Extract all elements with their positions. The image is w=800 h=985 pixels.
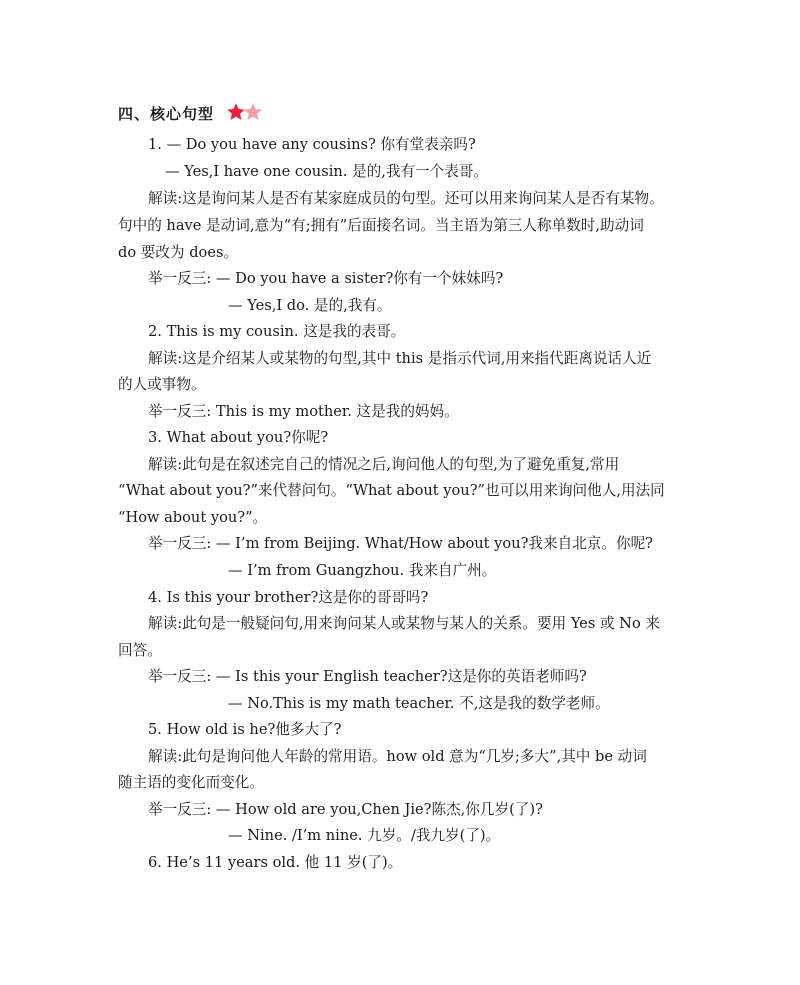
section-title: 四、核心句型 [118, 104, 215, 123]
example-4-question: 举一反三: — Is this your English teacher?这是你的英语老师吗? [148, 668, 587, 685]
explanation-3-line-1: 解读:此句是在叙述完自己的情况之后,询问他人的句型,为了避免重复,常用 [148, 456, 620, 473]
explanation-1-line-1: 解读:这是询问某人是否有某家庭成员的句型。还可以用来询问某人是否有某物。 [148, 190, 664, 207]
example-5-question: 举一反三: — How old are you,Chen Jie?陈杰,你几岁(了)? [148, 801, 543, 818]
explanation-3-line-3: “How about you?”。 [118, 509, 268, 526]
explanation-3-line-2: “What about you?”来代替问句。“What about you?”也可以用来询问他人,用法同 [118, 482, 665, 499]
example-5-answer: — Nine. /I’m nine. 九岁。/我九岁(了)。 [228, 827, 501, 844]
difficulty-rating [226, 102, 260, 122]
explanation-5-line-2: 随主语的变化而变化。 [118, 774, 264, 791]
section-heading [118, 101, 260, 125]
example-1-question: 举一反三: — Do you have a sister?你有一个妹妹吗? [148, 270, 504, 287]
example-4-answer: — No.This is my math teacher. 不,这是我的数学老师。 [228, 695, 610, 712]
explanation-4-line-2: 回答。 [118, 642, 162, 659]
example-1-answer: — Yes,I do. 是的,我有。 [228, 297, 392, 314]
explanation-4-line-1: 解读:此句是一般疑问句,用来询问某人或某物与某人的关系。要用 Yes 或 No 来 [148, 615, 660, 632]
sentence-1-question: 1. — Do you have any cousins? 你有堂表亲吗? [148, 136, 476, 153]
explanation-2-line-1: 解读:这是介绍某人或某物的句型,其中 this 是指示代词,用来指代距离说话人近 [148, 350, 652, 367]
example-3-answer: — I’m from Guangzhou. 我来自广州。 [228, 562, 497, 579]
sentence-4: 4. Is this your brother?这是你的哥哥吗? [148, 589, 429, 606]
explanation-1-line-2: 句中的 have 是动词,意为“有;拥有”后面接名词。当主语为第三人称单数时,助动词 [118, 217, 644, 234]
explanation-5-line-1: 解读:此句是询问他人年龄的常用语。how old 意为“几岁;多大”,其中 be 动词 [148, 748, 647, 765]
example-2: 举一反三: This is my mother. 这是我的妈妈。 [148, 403, 459, 420]
sentence-2: 2. This is my cousin. 这是我的表哥。 [148, 323, 406, 340]
sentence-3: 3. What about you?你呢? [148, 429, 329, 446]
sentence-5: 5. How old is he?他多大了? [148, 721, 342, 738]
sentence-1-answer: — Yes,I have one cousin. 是的,我有一个表哥。 [165, 163, 489, 180]
sentence-6: 6. He’s 11 years old. 他 11 岁(了)。 [148, 854, 403, 871]
star-faded-icon [243, 102, 263, 122]
example-3-question: 举一反三: — I’m from Beijing. What/How about you?我来自北京。你呢? [148, 535, 654, 552]
explanation-2-line-2: 的人或事物。 [118, 376, 206, 393]
explanation-1-line-3: do 要改为 does。 [118, 244, 239, 261]
